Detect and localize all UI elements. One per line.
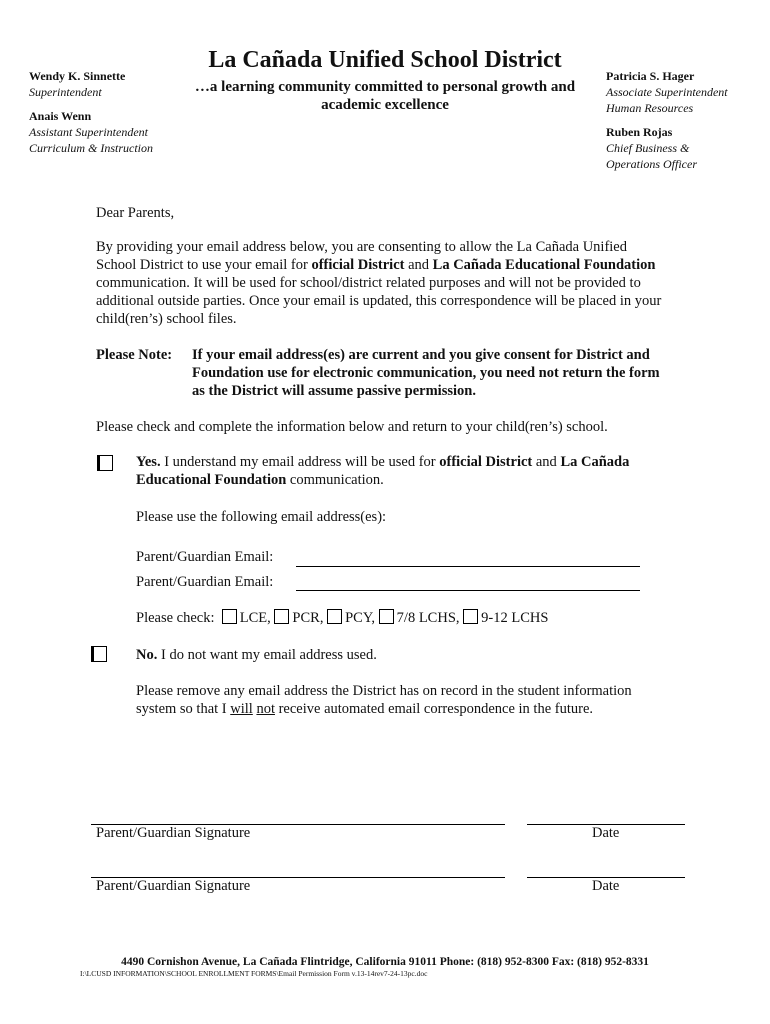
no-text: I do not want my email address used.	[157, 647, 377, 663]
yes-checkbox[interactable]	[97, 455, 113, 471]
staff-title: Assistant Superintendent	[29, 125, 148, 139]
school-label: PCY,	[345, 610, 376, 626]
salutation: Dear Parents,	[96, 205, 175, 221]
please-check-label: Please check:	[136, 610, 215, 626]
signature-label-2: Parent/Guardian Signature	[96, 878, 251, 894]
no-checkbox[interactable]	[91, 646, 107, 662]
footer-file-path: I:\LCUSD INFORMATION\SCHOOL ENROLLMENT FORMS\Email Permission Form v.13-14rev7-24-13pc.doc	[80, 969, 428, 978]
yes-label: Yes.	[136, 454, 161, 470]
email-label-1: Parent/Guardian Email:	[136, 549, 274, 565]
intro-bold: official District	[311, 257, 405, 273]
email-field-2[interactable]	[296, 589, 640, 591]
staff-name: Wendy K. Sinnette	[29, 69, 126, 83]
yes-text: I understand my email address will be used for	[160, 454, 440, 470]
school-checkbox-912-lchs[interactable]	[463, 609, 478, 624]
email-field-1[interactable]	[296, 565, 640, 567]
yes-text: communication.	[286, 472, 384, 488]
school-label: 7/8 LCHS,	[396, 610, 460, 626]
remove-underlined: not	[256, 701, 275, 717]
email-label-2: Parent/Guardian Email:	[136, 574, 274, 590]
note-body: If your email address(es) are current and you give consent for District and Foundation use for electronic communication, you need not return the form as the District will assume passive permission.	[192, 347, 660, 399]
remove-underlined: will	[230, 701, 253, 717]
intro-text: By providing your email address below, you are consenting to allow the La Cañada Unified School District to use your email for	[96, 239, 627, 273]
staff-name: Patricia S. Hager	[606, 69, 695, 83]
staff-title: Superintendent	[29, 85, 102, 99]
intro-text: and	[404, 257, 433, 273]
intro-bold: La Cañada Educational Foundation	[432, 257, 656, 273]
school-checkbox-lce[interactable]	[222, 609, 237, 624]
staff-title: Curriculum & Instruction	[29, 141, 154, 155]
intro-paragraph	[96, 238, 666, 328]
school-checkbox-pcy[interactable]	[327, 609, 342, 624]
school-label: PCR,	[292, 610, 324, 626]
district-title: La Cañada Unified School District	[208, 47, 562, 73]
remove-text: Please remove any email address the District has on record in the student information system so that I	[136, 683, 632, 717]
district-tagline: …a learning community committed to personal growth and academic excellence	[194, 79, 576, 113]
date-label-2: Date	[592, 878, 620, 894]
yes-bold: La Cañada Educational Foundation	[136, 454, 630, 488]
yes-text: and	[532, 454, 561, 470]
remove-text: receive automated email correspondence in the future.	[274, 701, 594, 717]
staff-name: Ruben Rojas	[606, 125, 673, 139]
school-checkbox-78-lchs[interactable]	[379, 609, 394, 624]
school-label: 9-12 LCHS	[481, 610, 549, 626]
instructions: Please check and complete the information below and return to your child(ren’s) school.	[96, 419, 608, 435]
date-label-1: Date	[592, 825, 620, 841]
staff-title: Human Resources	[606, 101, 694, 115]
staff-name: Anais Wenn	[29, 109, 92, 123]
left-staff-block	[29, 68, 153, 156]
school-label: LCE,	[239, 610, 271, 626]
yes-bold: official District	[439, 454, 533, 470]
remove-paragraph	[136, 682, 636, 718]
staff-title: Operations Officer	[606, 157, 697, 171]
use-following-text: Please use the following email address(es):	[136, 509, 387, 525]
school-check-row	[136, 609, 548, 627]
staff-title: Associate Superintendent	[606, 85, 728, 99]
footer-address: 4490 Cornishon Avenue, La Cañada Flintridge, California 91011 Phone: (818) 952-8300 Fax: (818) 952-8331	[121, 956, 649, 968]
no-label: No.	[136, 647, 158, 663]
note-label: Please Note:	[96, 347, 173, 363]
yes-option-text	[136, 453, 636, 489]
no-option-text	[136, 646, 377, 664]
staff-title: Chief Business &	[606, 141, 690, 155]
right-staff-block	[606, 68, 728, 172]
school-checkbox-pcr[interactable]	[274, 609, 289, 624]
signature-label-1: Parent/Guardian Signature	[96, 825, 251, 841]
intro-text: communication. It will be used for school/district related purposes and will not be provided to additional outside parties. Once your email is updated, this correspondence will be placed in your child(ren’s) school files.	[96, 275, 662, 327]
